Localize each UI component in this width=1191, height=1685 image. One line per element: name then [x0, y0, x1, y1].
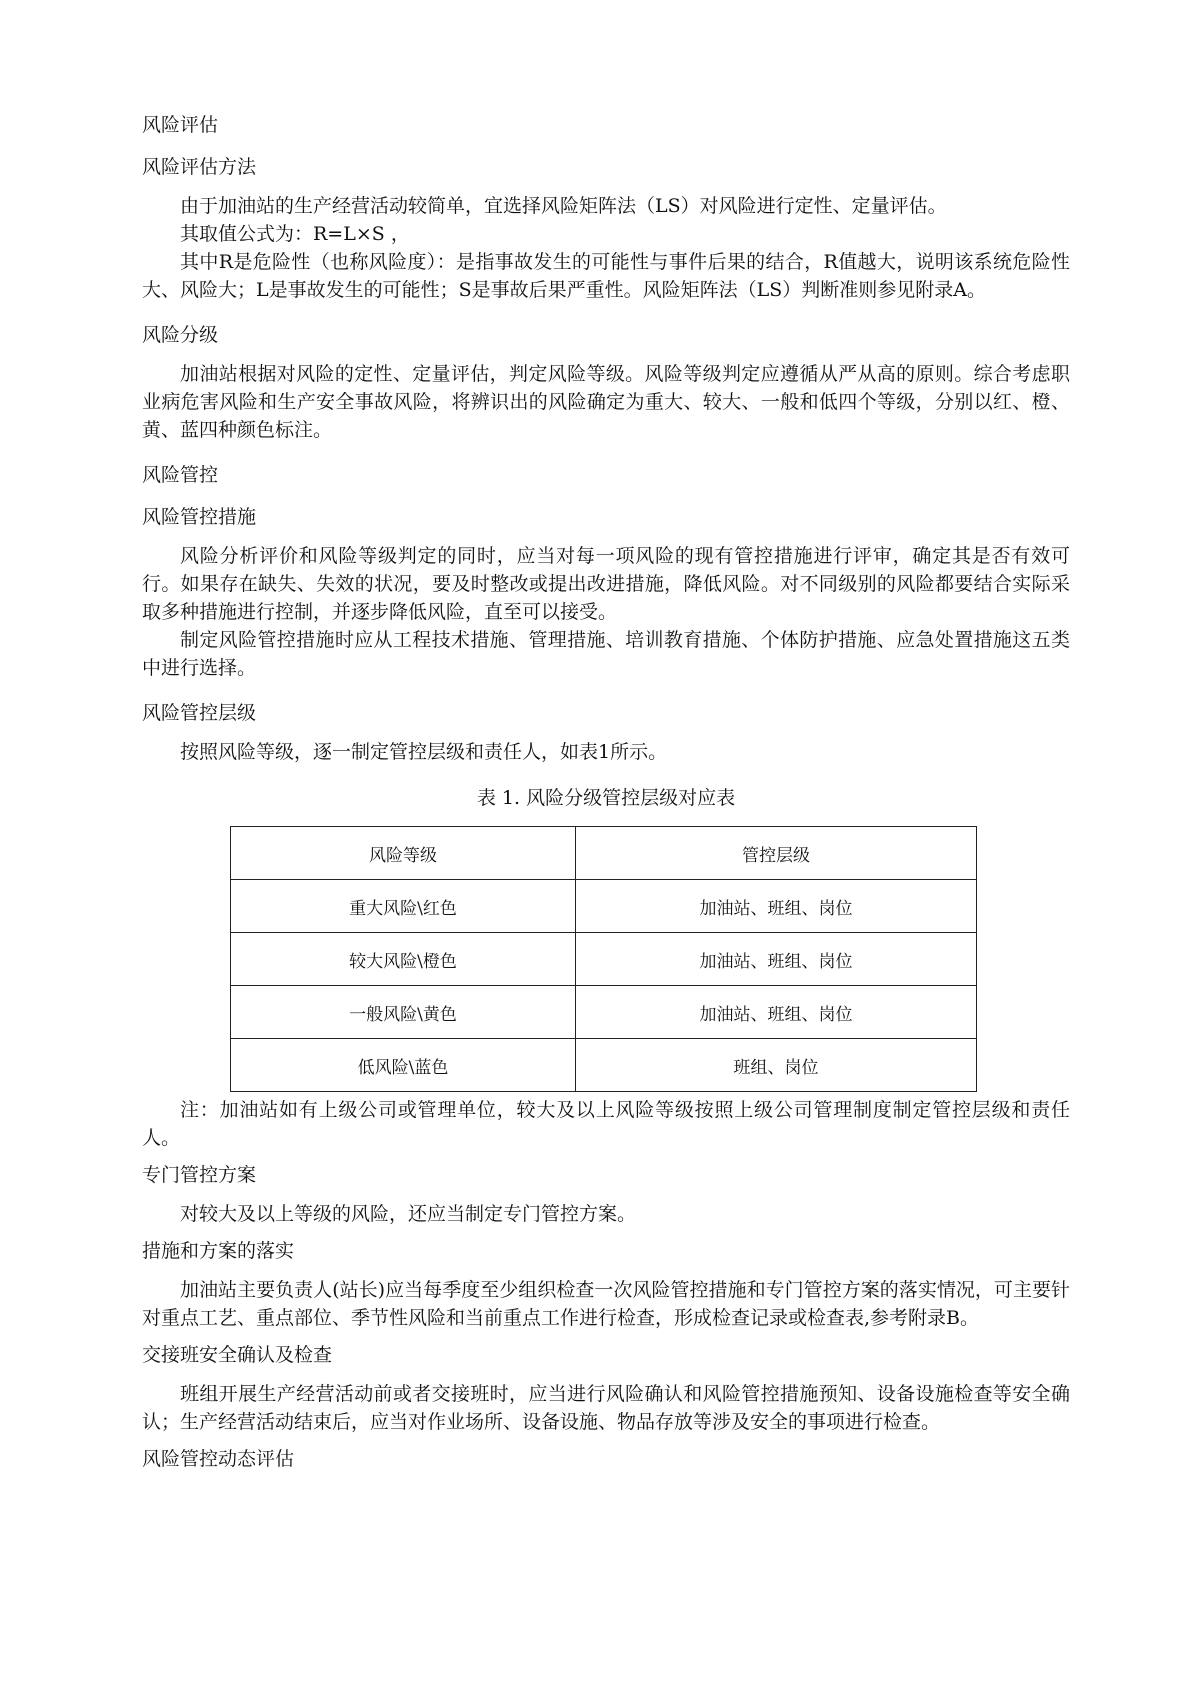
table-cell: 加油站、班组、岗位 [576, 880, 977, 933]
table-cell: 一般风险\黄色 [231, 986, 576, 1039]
heading-implementation: 措施和方案的落实 [142, 1240, 295, 1262]
heading-risk-control: 风险管控 [142, 464, 219, 486]
table-row [231, 880, 977, 933]
table-row [231, 986, 977, 1039]
heading-special-plan: 专门管控方案 [142, 1164, 257, 1186]
paragraph: 对较大及以上等级的风险，还应当制定专门管控方案。 [180, 1203, 637, 1225]
heading-risk-assessment: 风险评估 [142, 114, 219, 136]
table-cell: 加油站、班组、岗位 [576, 986, 977, 1039]
heading-control-levels: 风险管控层级 [142, 702, 257, 724]
table-cell: 低风险\蓝色 [231, 1039, 576, 1092]
table-caption: 表 1. 风险分级管控层级对应表 [476, 787, 736, 809]
paragraph: 加油站根据对风险的定性、定量评估，判定风险等级。风险等级判定应遵循从严从高的原则。综合考虑职业病危害风险和生产安全事故风险，将辨识出的风险确定为重大、较大、一般和低四个等级，分别以红、橙、黄、蓝四种颜色标注。 [142, 363, 1070, 441]
heading-shift-check: 交接班安全确认及检查 [142, 1344, 333, 1366]
risk-level-table [230, 826, 977, 1092]
table-cell: 较大风险\橙色 [231, 933, 576, 986]
heading-control-measures: 风险管控措施 [142, 506, 257, 528]
paragraph: 其中R是危险性（也称风险度）：是指事故发生的可能性与事件后果的结合，R值越大，说明该系统危险性大、风险大；L是事故发生的可能性；S是事故后果严重性。风险矩阵法（LS）判断准则参见附录A。 [142, 251, 1070, 301]
paragraph: 由于加油站的生产经营活动较简单，宜选择风险矩阵法（LS）对风险进行定性、定量评估。 [180, 195, 947, 217]
paragraph: 按照风险等级，逐一制定管控层级和责任人，如表1所示。 [180, 741, 668, 763]
table-cell: 加油站、班组、岗位 [576, 933, 977, 986]
paragraph: 班组开展生产经营活动前或者交接班时，应当进行风险确认和风险管控措施预知、设备设施检查等安全确认；生产经营活动结束后，应当对作业场所、设备设施、物品存放等涉及安全的事项进行检查。 [142, 1383, 1070, 1433]
heading-assessment-method: 风险评估方法 [142, 156, 257, 178]
column-header-control-level: 管控层级 [576, 827, 977, 880]
document-body [142, 108, 1070, 1476]
heading-risk-grading: 风险分级 [142, 324, 219, 346]
paragraph: 加油站主要负责人(站长)应当每季度至少组织检查一次风险管控措施和专门管控方案的落实情况，可主要针对重点工艺、重点部位、季节性风险和当前重点工作进行检查，形成检查记录或检查表,参考附录B。 [142, 1279, 1070, 1329]
table-row [231, 933, 977, 986]
formula-paragraph: 其取值公式为：R=L×S ， [180, 223, 410, 245]
heading-dynamic-assessment: 风险管控动态评估 [142, 1448, 295, 1470]
table-note: 注：加油站如有上级公司或管理单位，较大及以上风险等级按照上级公司管理制度制定管控层级和责任人。 [142, 1099, 1070, 1149]
column-header-risk-level: 风险等级 [231, 827, 576, 880]
paragraph: 风险分析评价和风险等级判定的同时，应当对每一项风险的现有管控措施进行评审，确定其是否有效可行。如果存在缺失、失效的状况，要及时整改或提出改进措施，降低风险。对不同级别的风险都要结合实际采取多种措施进行控制，并逐步降低风险，直至可以接受。 [142, 545, 1070, 623]
table-cell: 重大风险\红色 [231, 880, 576, 933]
table-cell: 班组、岗位 [576, 1039, 977, 1092]
table-row [231, 1039, 977, 1092]
paragraph: 制定风险管控措施时应从工程技术措施、管理措施、培训教育措施、个体防护措施、应急处置措施这五类中进行选择。 [142, 629, 1070, 679]
table-header-row [231, 827, 977, 880]
